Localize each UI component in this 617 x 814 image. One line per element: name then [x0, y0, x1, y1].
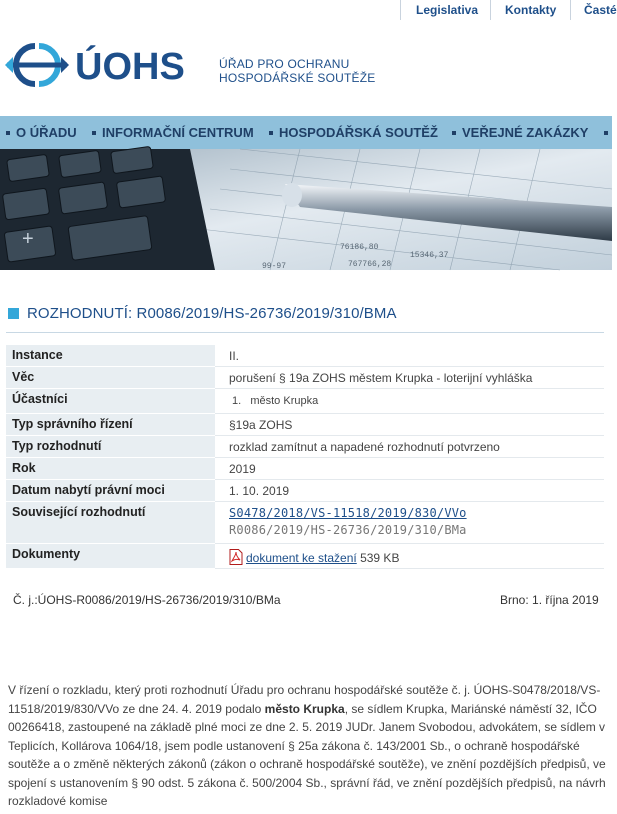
document-download-link[interactable]: dokument ke stažení — [246, 551, 357, 565]
main-navigation — [0, 116, 612, 149]
decision-heading — [6, 305, 604, 333]
row-value: 1. 10. 2019 — [215, 480, 604, 502]
logo-subtitle-line2: HOSPODÁŘSKÉ SOUTĚŽE — [219, 71, 376, 85]
svg-text:15346,37: 15346,37 — [410, 251, 449, 260]
case-reference: Č. j.:ÚOHS-R0086/2019/HS-26736/2019/310/BMa — [13, 593, 281, 607]
body-text-part: , se sídlem Krupka, Mariánské náměstí 32, IČO 00266418, zastoupené na základě plné moci ze dne 2. 5. 2019 JUDr. Janem Svobodou, advokátem, se sídlem v Teplicích, Kollárova 1064/18, jsem podle ustanovení § 25a zákona č. 143/2001 Sb., o ochraně hospodářské soutěže a o změně některých zákonů (zákon o ochraně hospodářské soutěže), ve znění pozdějších předpisů, ve spojení s ustanovením § 90 odst. 5 zákona č. 500/2004 Sb., správní řád, ve znění pozdějších předpisů, na návrh rozkladové komise — [8, 701, 606, 808]
logo-subtitle-line1: ÚŘAD PRO OCHRANU — [219, 57, 350, 71]
table-row — [6, 436, 604, 458]
table-row — [6, 480, 604, 502]
pdf-icon — [229, 549, 243, 565]
table-row — [6, 345, 604, 367]
row-label: Rok — [6, 458, 215, 480]
bullet-icon — [6, 131, 10, 135]
row-label: Typ rozhodnutí — [6, 436, 215, 458]
row-value — [215, 544, 604, 569]
top-links-divider — [400, 0, 401, 20]
row-value: 2019 — [215, 458, 604, 480]
site-logo[interactable] — [5, 42, 405, 92]
current-decision-ref: R0086/2019/HS-26736/2019/310/BMa — [229, 523, 467, 537]
row-label: Datum nabytí právní moci — [6, 480, 215, 502]
decision-info-table — [6, 345, 604, 569]
svg-text:76186,80: 76186,80 — [340, 243, 379, 252]
row-label: Dokumenty — [6, 544, 215, 569]
top-links — [0, 0, 617, 22]
banner-illustration — [0, 149, 612, 270]
table-row — [6, 414, 604, 436]
nav-item-label: VEŘEJNÉ ZAKÁZKY — [462, 125, 589, 140]
top-links-divider — [490, 0, 491, 20]
svg-text:99-97: 99-97 — [262, 262, 287, 271]
logo-mark-icon — [5, 42, 69, 88]
body-text-party: město Krupka — [264, 701, 345, 716]
table-row — [6, 502, 604, 544]
nav-item-hospodarska-soutez[interactable] — [269, 116, 438, 149]
row-label: Věc — [6, 367, 215, 389]
bullet-icon — [604, 131, 608, 135]
nav-item-verejne-zakazky[interactable] — [452, 116, 588, 149]
file-size: 539 KB — [360, 551, 400, 565]
nav-item-label: HOSPODÁŘSKÁ SOUTĚŽ — [279, 125, 438, 140]
nav-item-o-uradu[interactable] — [6, 116, 77, 149]
related-decision-link[interactable] — [229, 505, 598, 522]
top-links-divider — [570, 0, 571, 20]
body-text-part: V řízení o rozkladu, který proti rozhodnutí Úřadu pro ochranu hospodářské soutěže č. j. ÚOHS-S0478/2018/VS-11518/2019/830/VVo ze dne 24. 4. 2019 podalo — [8, 683, 601, 716]
place-date: Brno: 1. října 2019 — [500, 593, 599, 607]
bullet-icon — [269, 131, 273, 135]
table-row — [6, 367, 604, 389]
header-banner-image — [0, 149, 612, 270]
participant-item: 1. město Krupka — [232, 395, 319, 407]
row-value: rozklad zamítnut a napadené rozhodnutí potvrzeno — [215, 436, 604, 458]
row-value — [215, 502, 604, 544]
row-value: §19a ZOHS — [215, 414, 604, 436]
bullet-icon — [452, 131, 456, 135]
row-value: porušení § 19a ZOHS městem Krupka - loterijní vyhláška — [215, 367, 604, 389]
row-value: II. — [215, 345, 604, 367]
nav-item-informacni-centrum[interactable] — [92, 116, 254, 149]
top-link-caste[interactable]: Časté — [584, 3, 617, 17]
svg-text:+: + — [22, 228, 34, 250]
top-link-legislativa[interactable]: Legislativa — [416, 3, 479, 17]
page-title: ROZHODNUTÍ: R0086/2019/HS-26736/2019/310/BMA — [27, 305, 397, 322]
row-label: Účastníci — [6, 389, 215, 414]
logo-abbreviation: ÚOHS — [75, 46, 185, 88]
table-row — [6, 544, 604, 569]
row-label: Související rozhodnutí — [6, 502, 215, 544]
row-label: Instance — [6, 345, 215, 367]
logo-subtitle — [219, 57, 376, 85]
heading-marker-icon — [8, 308, 19, 319]
row-value — [215, 389, 604, 414]
related-decision-link-text[interactable]: S0478/2018/VS-11518/2019/830/VVo — [229, 506, 467, 520]
nav-item-label: O ÚŘADU — [16, 125, 77, 140]
decision-body-text — [8, 681, 608, 811]
table-row — [6, 389, 604, 414]
bullet-icon — [92, 131, 96, 135]
nav-item-more[interactable] — [604, 116, 614, 149]
nav-item-label: INFORMAČNÍ CENTRUM — [102, 125, 254, 140]
table-row — [6, 458, 604, 480]
top-link-kontakty[interactable]: Kontakty — [505, 3, 557, 17]
svg-text:767766,28: 767766,28 — [348, 260, 392, 269]
row-label: Typ správního řízení — [6, 414, 215, 436]
